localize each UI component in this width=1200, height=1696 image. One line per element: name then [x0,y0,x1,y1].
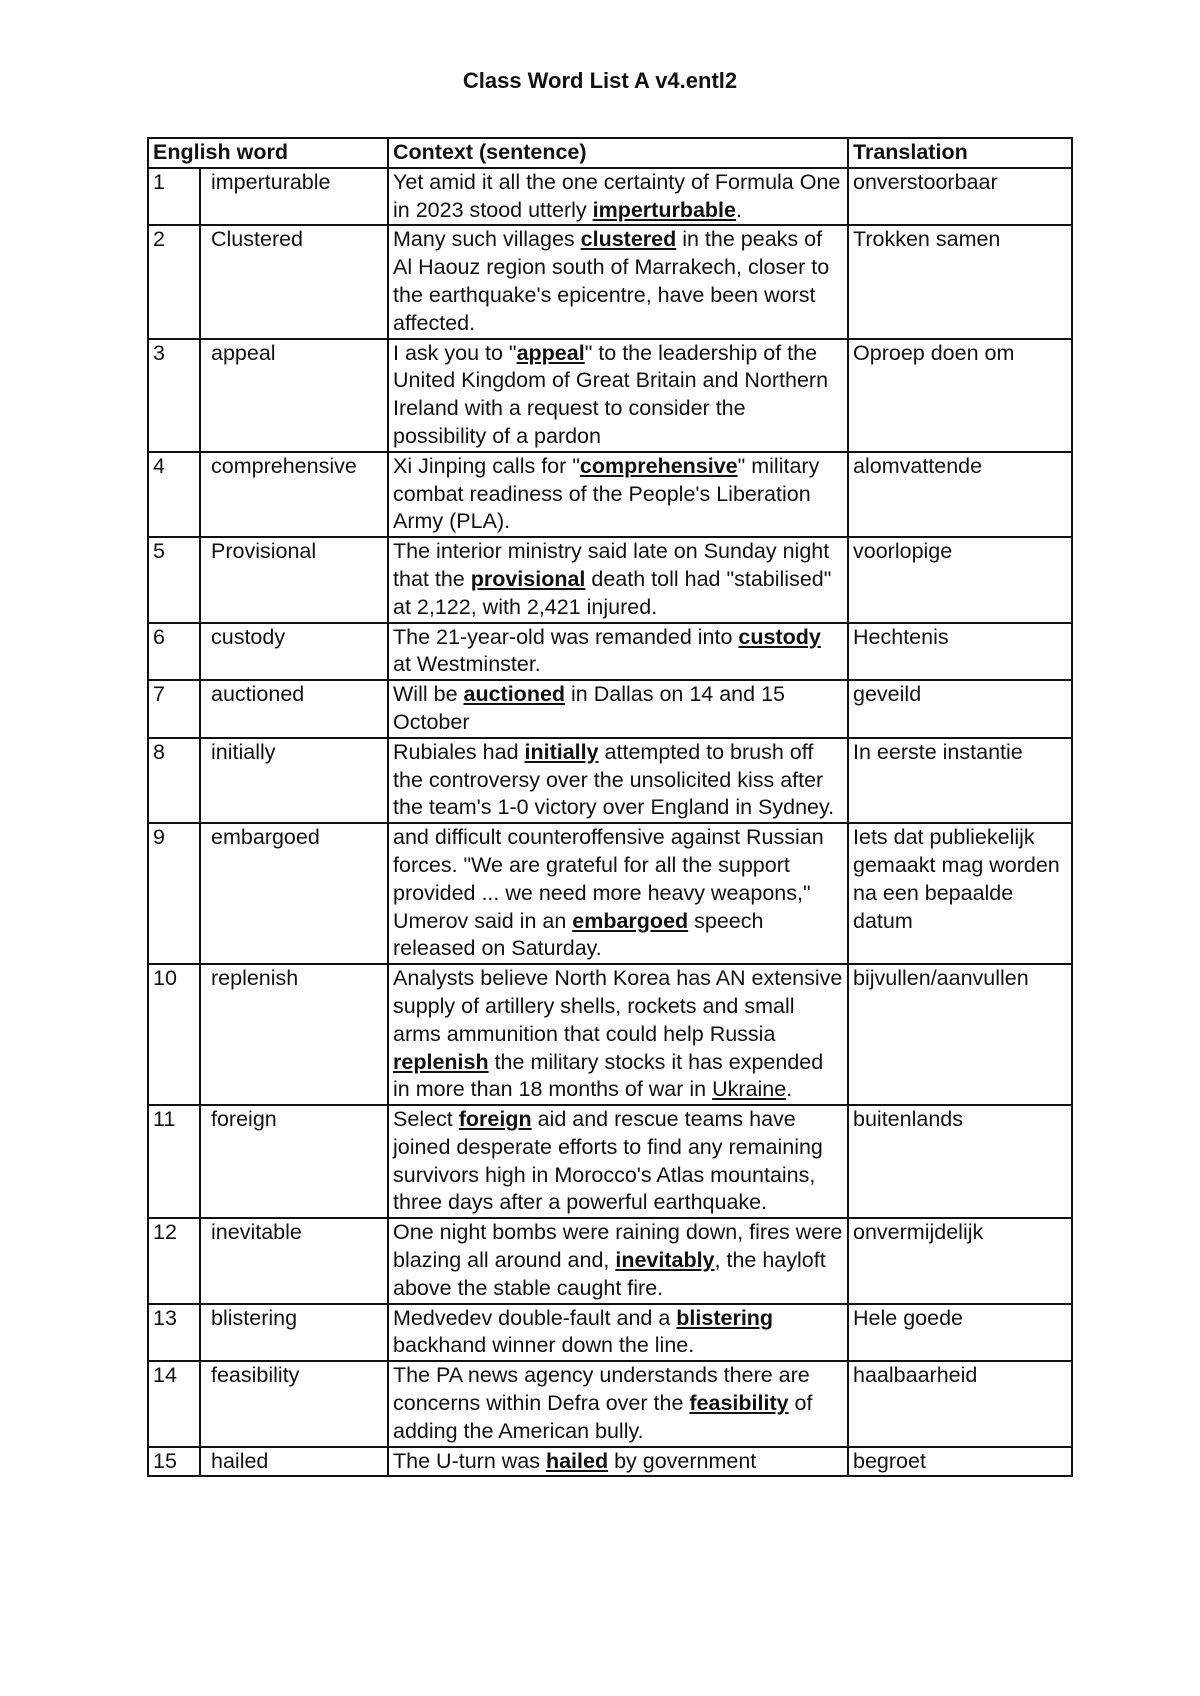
english-word-cell: inevitable [200,1218,388,1303]
translation-cell: Oproep doen om [848,339,1072,452]
context-text: Ukraine [712,1077,787,1102]
context-sentence-cell [388,537,848,622]
row-number: 1 [148,168,200,226]
context-text: Will be [393,682,464,707]
row-number: 3 [148,339,200,452]
context-text: . [786,1077,793,1102]
highlighted-word: blistering [676,1305,774,1330]
row-number: 11 [148,1105,200,1218]
translation-cell: haalbaarheid [848,1361,1072,1446]
row-number: 15 [148,1447,200,1477]
translation-cell: alomvattende [848,452,1072,537]
translation-cell: geveild [848,680,1072,738]
context-text: Analysts believe North Korea has AN extensive supply of artillery shells, rockets and small arms ammunition that could help Russia [393,966,843,1046]
context-text: Xi Jinping calls for " [393,453,580,478]
row-number: 12 [148,1218,200,1303]
header-translation: Translation [848,138,1072,168]
context-sentence-cell [388,1105,848,1218]
table-header-row [148,138,1072,168]
highlighted-word: replenish [393,1049,489,1074]
context-sentence-cell [388,823,848,964]
highlighted-word: custody [738,624,821,649]
english-word-cell: foreign [200,1105,388,1218]
word-list-table [147,137,1073,1477]
context-text: aid and rescue teams have joined desperate efforts to find any remaining survivors high in Morocco's Atlas mountains, three days after a powerful earthquake. [393,1107,823,1215]
table-row [148,452,1072,537]
context-text: and difficult counteroffensive against Russian forces. "We are grateful for all the support provided ... we need more heavy weapons," Umerov said in an [393,825,824,933]
context-sentence-cell [388,452,848,537]
english-word-cell: custody [200,623,388,681]
table-row [148,964,1072,1105]
table-row [148,1105,1072,1218]
table-row [148,339,1072,452]
translation-cell: Trokken samen [848,225,1072,338]
context-text: in Dallas on 14 and 15 October [393,682,785,734]
context-text: , the hayloft above the stable caught fire. [393,1248,826,1300]
english-word-cell: Provisional [200,537,388,622]
context-sentence-cell [388,1304,848,1362]
table-row [148,680,1072,738]
context-sentence-cell [388,339,848,452]
context-text: " to the leadership of the United Kingdom of Great Britain and Northern Ireland with a request to consider the possibility of a pardon [393,340,829,448]
context-sentence-cell [388,680,848,738]
context-text: attempted to brush off the controversy over the unsolicited kiss after the team's 1-0 victory over England in Sydney. [393,739,835,820]
table-row [148,623,1072,681]
english-word-cell: hailed [200,1447,388,1477]
english-word-cell: auctioned [200,680,388,738]
highlighted-word: clustered [580,227,677,252]
highlighted-word: provisional [470,566,586,591]
context-text: backhand winner down the line. [393,1333,695,1358]
row-number: 6 [148,623,200,681]
row-number: 13 [148,1304,200,1362]
row-number: 9 [148,823,200,964]
context-text: I ask you to " [393,340,517,365]
translation-cell: onvermijdelijk [848,1218,1072,1303]
translation-cell: Hechtenis [848,623,1072,681]
context-text: One night bombs were raining down, fires were blazing all around and, [393,1220,843,1273]
table-row [148,1218,1072,1303]
translation-cell: onverstoorbaar [848,168,1072,226]
row-number: 14 [148,1361,200,1446]
english-word-cell: embargoed [200,823,388,964]
highlighted-word: embargoed [572,908,689,933]
context-text: Yet amid it all the one certainty of Formula One in 2023 stood utterly [393,169,841,222]
context-text: The PA news agency understands there are concerns within Defra over the [393,1363,810,1416]
context-sentence-cell [388,1361,848,1446]
highlighted-word: hailed [545,1448,609,1473]
table-row [148,1361,1072,1446]
english-word-cell: blistering [200,1304,388,1362]
context-text: The U-turn was [393,1448,546,1473]
highlighted-word: comprehensive [579,453,738,478]
english-word-cell: feasibility [200,1361,388,1446]
context-text: Medvedev double-fault and a [393,1305,677,1330]
highlighted-word: inevitably [615,1248,715,1273]
row-number: 4 [148,452,200,537]
translation-cell: voorlopige [848,537,1072,622]
english-word-cell: initially [200,738,388,823]
table-row [148,738,1072,823]
context-sentence-cell [388,168,848,226]
translation-cell: Iets dat publiekelijk gemaakt mag worden na een bepaalde datum [848,823,1072,964]
context-text: Select [393,1107,459,1132]
table-row [148,823,1072,964]
context-sentence-cell [388,1447,848,1477]
header-context: Context (sentence) [388,138,848,168]
row-number: 7 [148,680,200,738]
translation-cell: bijvullen/aanvullen [848,964,1072,1105]
highlighted-word: imperturbable [592,197,736,222]
translation-cell: buitenlands [848,1105,1072,1218]
table-row [148,225,1072,338]
context-sentence-cell [388,1218,848,1303]
table-row [148,537,1072,622]
highlighted-word: foreign [458,1107,532,1132]
context-text: Many such villages [393,227,581,252]
context-sentence-cell [388,738,848,823]
highlighted-word: initially [524,739,599,764]
header-english-word: English word [148,138,388,168]
english-word-cell: replenish [200,964,388,1105]
context-text: " military combat readiness of the People's Liberation Army (PLA). [393,453,820,534]
english-word-cell: imperturable [200,168,388,226]
row-number: 8 [148,738,200,823]
context-sentence-cell [388,623,848,681]
context-text: . [736,197,742,222]
context-text: Rubiales had [393,739,525,764]
table-row [148,1447,1072,1477]
translation-cell: begroet [848,1447,1072,1477]
context-text: at Westminster. [393,652,541,677]
row-number: 5 [148,537,200,622]
context-text: the military stocks it has expended in more than 18 months of war in [393,1049,824,1102]
context-text: speech released on Saturday. [393,908,764,961]
context-text: of adding the American bully. [393,1391,813,1443]
english-word-cell: appeal [200,339,388,452]
table-row [148,1304,1072,1362]
row-number: 10 [148,964,200,1105]
highlighted-word: appeal [516,340,585,365]
translation-cell: Hele goede [848,1304,1072,1362]
highlighted-word: auctioned [463,682,566,707]
english-word-cell: comprehensive [200,452,388,537]
table-row [148,168,1072,226]
context-text: The interior ministry said late on Sunday night that the [393,539,830,591]
context-sentence-cell [388,225,848,338]
highlighted-word: feasibility [689,1391,789,1416]
context-sentence-cell [388,964,848,1105]
row-number: 2 [148,225,200,338]
context-text: death toll had "stabilised" at 2,122, with 2,421 injured. [393,566,832,619]
document-title: Class Word List A v4.entl2 [462,68,738,93]
context-text: by government [608,1448,757,1473]
context-text: The 21-year-old was remanded into [393,624,739,649]
context-text: in the peaks of Al Haouz region south of Marrakech, closer to the earthquake's epicentre, have been worst affected. [393,227,830,335]
english-word-cell: Clustered [200,225,388,338]
translation-cell: In eerste instantie [848,738,1072,823]
